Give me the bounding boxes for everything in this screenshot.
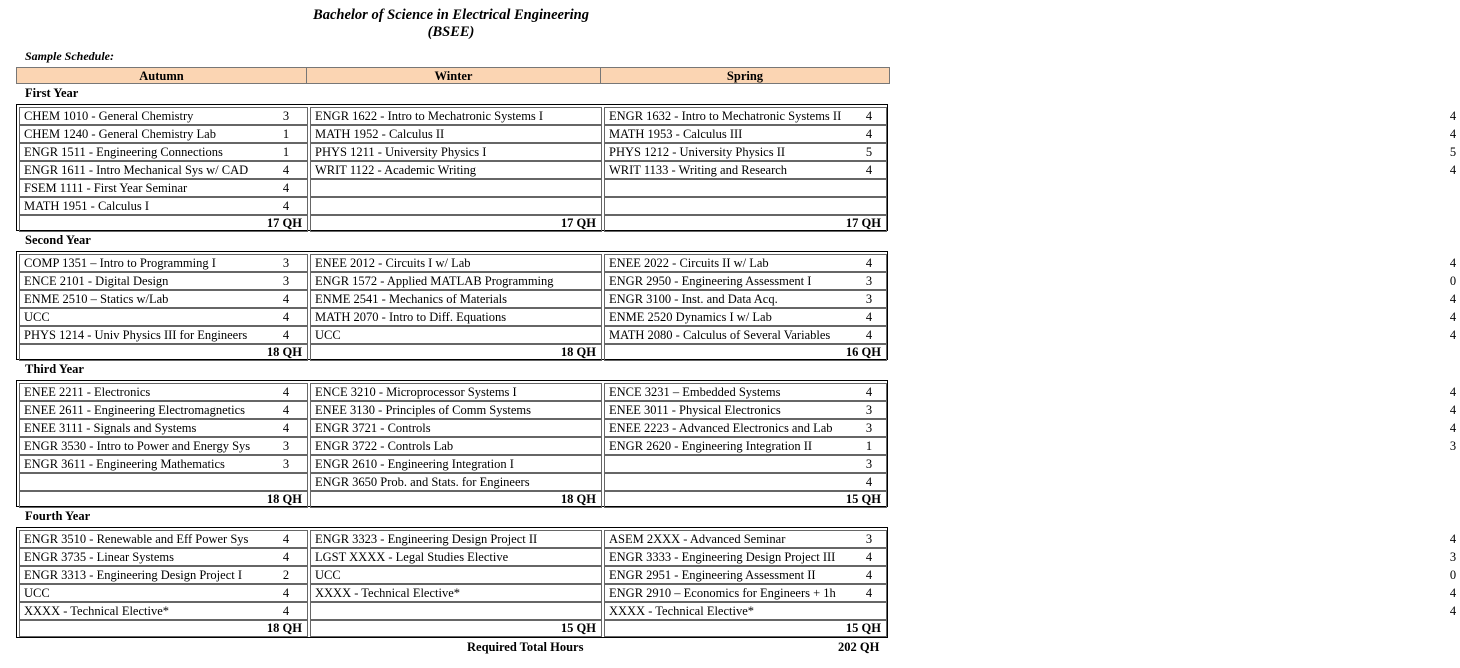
course-credits: 4 [865,256,873,270]
course-credits: 3 [282,439,290,453]
course-credits: 4 [282,310,290,324]
year-block [16,527,1457,638]
course-row [604,125,1457,143]
course-credits: 4 [1449,310,1457,324]
course-row [604,419,1457,437]
course-row [19,197,308,215]
course-name: ENME 2510 – Statics w/Lab [24,292,169,306]
course-name: UCC [24,586,50,600]
course-credits: 0 [1449,274,1457,288]
course-name: ENME 2520 Dynamics I w/ Lab [609,310,772,324]
course-credits: 4 [1449,328,1457,342]
course-credits: 3 [282,109,290,123]
course-credits: 3 [865,421,873,435]
course-credits: 3 [282,457,290,471]
course-row [310,602,602,620]
course-name: MATH 2070 - Intro to Diff. Equations [315,310,507,324]
course-row [19,473,308,491]
course-name: ENGR 2951 - Engineering Assessment II [609,568,816,582]
course-credits: 4 [865,127,873,141]
course-row [19,107,308,125]
course-row [19,179,308,197]
course-name: ENGR 3735 - Linear Systems [24,550,174,564]
course-credits: 4 [282,532,290,546]
course-name: ENGR 3650 Prob. and Stats. for Engineers [315,475,530,489]
year-block [16,251,1457,360]
course-name: ENEE 2223 - Advanced Electronics and Lab [609,421,833,435]
quarter-total: 18 QH [19,620,308,637]
course-row [604,566,1457,584]
quarter-header-winter: Winter [306,67,601,84]
quarter-total: 17 QH [310,215,602,232]
course-row [19,308,308,326]
course-credits: 3 [282,274,290,288]
quarter-total: 18 QH [19,344,308,361]
course-credits: 1 [865,439,873,453]
course-credits: 4 [282,604,290,618]
course-name: ENEE 2012 - Circuits I w/ Lab [315,256,471,270]
course-credits: 3 [1449,439,1457,453]
course-name: XXXX - Technical Elective* [24,604,170,618]
course-row [19,602,308,620]
course-credits: 4 [865,586,873,600]
course-credits: 4 [1449,421,1457,435]
course-row [19,584,308,602]
course-name: ENGR 2620 - Engineering Integration II [609,439,813,453]
quarter-column [19,383,308,504]
course-name: PHYS 1211 - University Physics I [315,145,487,159]
course-row [19,566,308,584]
course-row [310,473,873,491]
course-credits: 4 [1449,403,1457,417]
course-credits: 4 [282,550,290,564]
course-credits: 1 [282,145,290,159]
quarter-column [604,530,1457,635]
course-name: UCC [315,568,341,582]
course-name: ENGR 2610 - Engineering Integration I [315,457,514,471]
course-credits: 4 [865,109,873,123]
course-name: ENGR 3100 - Inst. and Data Acq. [609,292,778,306]
quarter-total: 15 QH [310,620,602,637]
page-subtitle: (BSEE) [427,24,475,40]
course-name: ENEE 2211 - Electronics [24,385,151,399]
quarter-total: 18 QH [19,491,308,508]
course-name: ENGR 1632 - Intro to Mechatronic Systems II [609,109,842,123]
quarter-column [19,107,308,228]
course-row [19,143,308,161]
course-name: ENGR 1572 - Applied MATLAB Programming [315,274,554,288]
course-row [604,197,887,215]
course-credits: 4 [865,550,873,564]
course-name: ENGR 3323 - Engineering Design Project II [315,532,538,546]
course-credits: 5 [1449,145,1457,159]
course-credits: 4 [1449,586,1457,600]
course-row [604,272,1457,290]
course-credits: 4 [1449,292,1457,306]
course-credits: 4 [1449,385,1457,399]
course-row [19,161,308,179]
course-name: ENCE 3231 – Embedded Systems [609,385,781,399]
course-name: ENME 2541 - Mechanics of Materials [315,292,507,306]
course-credits: 3 [865,403,873,417]
course-name: ENGR 3721 - Controls [315,421,431,435]
course-credits: 4 [282,163,290,177]
course-credits: 4 [1449,127,1457,141]
course-credits: 3 [282,256,290,270]
course-row [19,383,308,401]
course-row [19,254,308,272]
course-name: ENEE 2611 - Engineering Electromagnetics [24,403,245,417]
course-name: ENGR 1622 - Intro to Mechatronic Systems I [315,109,544,123]
quarter-column [19,530,308,635]
page-title: Bachelor of Science in Electrical Engineering [313,7,589,23]
course-name: ENGR 2910 – Economics for Engineers + 1h [609,586,836,600]
course-row [19,290,308,308]
course-credits: 4 [865,385,873,399]
course-name: ENGR 3313 - Engineering Design Project I [24,568,243,582]
course-name: ENGR 1611 - Intro Mechanical Sys w/ CAD [24,163,249,177]
course-name: ENGR 3510 - Renewable and Eff Power Sys [24,532,249,546]
course-credits: 4 [282,421,290,435]
course-name: ENGR 1511 - Engineering Connections [24,145,223,159]
course-row [604,383,1457,401]
course-name: MATH 2080 - Calculus of Several Variables [609,328,831,342]
course-name: UCC [315,328,341,342]
quarter-total: 17 QH [604,215,887,232]
course-name: MATH 1951 - Calculus I [24,199,149,213]
year-label: First Year [25,86,79,100]
course-credits: 3 [865,532,873,546]
sample-schedule-label: Sample Schedule: [25,49,114,63]
course-name: WRIT 1133 - Writing and Research [609,163,788,177]
course-credits: 4 [1449,532,1457,546]
course-row [19,548,308,566]
course-row [19,437,308,455]
course-row [19,401,308,419]
course-credits: 4 [282,385,290,399]
course-name: WRIT 1122 - Academic Writing [315,163,477,177]
quarter-column [604,383,1457,506]
course-credits: 4 [282,292,290,306]
course-row [604,179,887,197]
course-credits: 4 [1449,256,1457,270]
course-name: LGST XXXX - Legal Studies Elective [315,550,509,564]
course-credits: 1 [282,127,290,141]
course-name: PHYS 1212 - University Physics II [609,145,786,159]
course-row [19,326,308,344]
course-name: CHEM 1010 - General Chemistry [24,109,194,123]
course-row [310,197,602,215]
course-credits: 4 [865,475,873,489]
course-name: XXXX - Technical Elective* [315,586,461,600]
course-credits: 3 [865,292,873,306]
course-name: ENGR 2950 - Engineering Assessment I [609,274,812,288]
course-row [604,254,1457,272]
course-name: ASEM 2XXX - Advanced Seminar [609,532,786,546]
course-credits: 3 [865,274,873,288]
course-credits: 4 [282,181,290,195]
course-row [604,530,1457,548]
quarter-total: 15 QH [604,491,887,508]
course-name: XXXX - Technical Elective* [609,604,755,618]
course-name: MATH 1952 - Calculus II [315,127,445,141]
course-credits: 3 [865,457,873,471]
quarter-column [604,254,1457,359]
year-label: Fourth Year [25,509,91,523]
course-name: ENGR 3722 - Controls Lab [315,439,454,453]
course-row [19,272,308,290]
course-credits: 5 [865,145,873,159]
course-name: ENGR 3530 - Intro to Power and Energy Sys [24,439,251,453]
required-total-label: Required Total Hours [467,640,584,654]
course-row [604,308,1457,326]
course-credits: 4 [282,199,290,213]
course-row [604,584,1457,602]
course-row [19,125,308,143]
course-credits: 0 [1449,568,1457,582]
course-row [604,290,1457,308]
course-name: ENEE 3011 - Physical Electronics [609,403,781,417]
year-label: Third Year [25,362,84,376]
course-name: ENEE 3130 - Principles of Comm Systems [315,403,531,417]
course-row [604,455,887,473]
quarter-total: 18 QH [310,344,602,361]
course-credits: 4 [1449,163,1457,177]
course-credits: 4 [865,568,873,582]
course-name: ENCE 3210 - Microprocessor Systems I [315,385,517,399]
course-row [604,107,1457,125]
course-credits: 4 [865,163,873,177]
course-credits: 4 [282,586,290,600]
quarter-column [604,107,1457,230]
course-name: ENGR 3333 - Engineering Design Project III [609,550,836,564]
quarter-total: 15 QH [604,620,887,637]
required-total-value: 202 QH [838,640,880,654]
course-name: MATH 1953 - Calculus III [609,127,743,141]
year-label: Second Year [25,233,91,247]
course-credits: 4 [865,310,873,324]
quarter-total: 16 QH [604,344,887,361]
course-name: ENEE 2022 - Circuits II w/ Lab [609,256,769,270]
course-row [19,419,308,437]
course-credits: 4 [865,328,873,342]
course-name: PHYS 1214 - Univ Physics III for Engineers [24,328,248,342]
course-row [604,437,1457,455]
course-name: ENGR 3611 - Engineering Mathematics [24,457,225,471]
course-name: ENCE 2101 - Digital Design [24,274,169,288]
course-row [604,143,1457,161]
course-row [19,530,308,548]
course-name: CHEM 1240 - General Chemistry Lab [24,127,216,141]
course-name: ENEE 3111 - Signals and Systems [24,421,197,435]
course-credits: 3 [1449,550,1457,564]
course-row [604,602,1457,620]
course-credits: 4 [1449,109,1457,123]
quarter-total: 18 QH [310,491,602,508]
course-credits: 4 [282,328,290,342]
course-row [604,548,1457,566]
quarter-header-autumn: Autumn [16,67,307,84]
course-row [604,473,887,491]
course-row [604,161,1457,179]
course-name: FSEM 1111 - First Year Seminar [24,181,188,195]
course-credits: 4 [1449,604,1457,618]
quarter-column [19,254,308,357]
year-block [16,104,1457,231]
course-row [310,455,873,473]
course-row [310,179,602,197]
quarter-header-spring: Spring [600,67,890,84]
quarter-total: 17 QH [19,215,308,232]
year-block [16,380,1457,507]
course-name: COMP 1351 – Intro to Programming I [24,256,216,270]
course-row [604,401,1457,419]
course-row [19,455,308,473]
course-row [604,326,1457,344]
course-credits: 4 [282,403,290,417]
course-name: UCC [24,310,50,324]
course-credits: 2 [282,568,290,582]
